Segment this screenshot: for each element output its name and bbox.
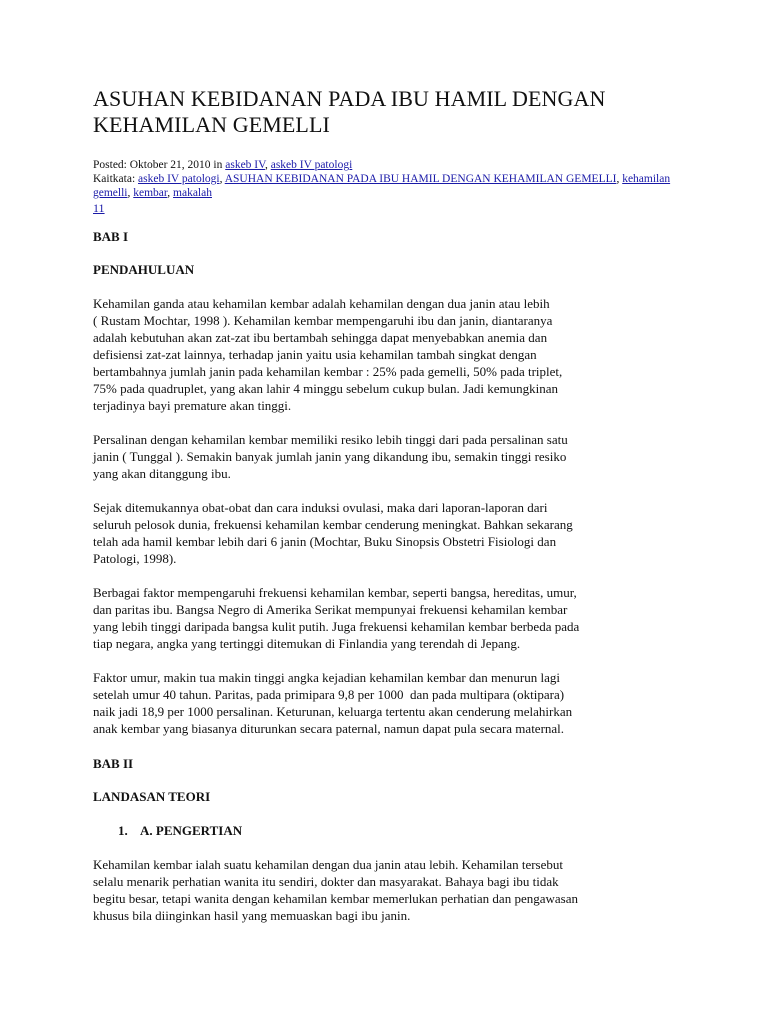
tag-link-askeb-iv-patologi[interactable]: askeb IV patologi [138,173,220,185]
paragraph-4 [93,584,683,652]
paragraph-line: Kehamilan ganda atau kehamilan kembar adalah kehamilan dengan dua janin atau lebih [93,296,550,311]
category-link-askeb-iv[interactable]: askeb IV [225,159,265,171]
paragraph-line: adalah kebutuhan akan zat-zat ibu bertambah sehingga dapat menyebabkan anemia dan [93,330,548,345]
pengertian-heading: A. PENGERTIAN [140,823,243,838]
comments-count-link[interactable]: 11 [93,201,105,215]
pendahuluan-heading: PENDAHULUAN [93,262,195,277]
post-meta [93,158,683,200]
paragraph-line: telah ada hamil kembar lebih dari 6 janin (Mochtar, Buku Sinopsis Obstetri Fisiologi dan [93,534,557,549]
paragraph-line: naik jadi 18,9 per 1000 persalinan. Keturunan, keluarga tertentu akan cenderung melahirkan [93,704,573,719]
title-line-2: KEHAMILAN GEMELLI [93,112,330,137]
paragraph-line: Faktor umur, makin tua makin tinggi angka kejadian kehamilan kembar dan menurun lagi [93,670,560,685]
paragraph-3 [93,499,683,567]
posted-date: Posted: Oktober 21, 2010 in [93,159,226,171]
posted-line: Posted: Oktober 21, 2010 in askeb IV, askeb IV patologi [93,159,353,171]
page-title [93,86,683,138]
paragraph-line: 75% pada quadruplet, yang akan lahir 4 minggu sebelum cukup bulan. Jadi kemungkinan [93,381,558,396]
tag-link-kembar[interactable]: kembar [133,187,168,199]
paragraph-line: khusus bila diinginkan hasil yang memuaskan bagi ibu janin. [93,908,411,923]
paragraph-line: anak kembar yang biasanya diturunkan secara paternal, namun dapat pula secara maternal. [93,721,565,736]
tag-link-kehamilan-gemelli[interactable]: kehamilan gemelli [93,173,671,199]
paragraph-line: yang akan ditanggung ibu. [93,466,231,481]
paragraph-6 [93,856,683,924]
paragraph-line: seluruh pelosok dunia, frekuensi kehamilan kembar cenderung meningkat. Bahkan sekarang [93,517,573,532]
list-item-pengertian [93,823,683,839]
paragraph-line: begitu besar, tetapi wanita dengan kehamilan kembar memerlukan perhatian dan pengawasan [93,891,578,906]
tags-line: Kaitkata: askeb IV patologi, ASUHAN KEBIDANAN PADA IBU HAMIL DENGAN KEHAMILAN GEMELLI, kehamilan gemelli, kembar, makalah [93,173,671,199]
landasan-teori-heading: LANDASAN TEORI [93,789,211,804]
paragraph-line: dan paritas ibu. Bangsa Negro di Amerika Serikat mempunyai frekuensi kehamilan kembar [93,602,568,617]
paragraph-line: Kehamilan kembar ialah suatu kehamilan dengan dua janin atau lebih. Kehamilan tersebut [93,857,563,872]
paragraph-line: bertambahnya jumlah janin pada kehamilan kembar : 25% pada gemelli, 50% pada triplet, [93,364,563,379]
paragraph-1 [93,295,683,414]
paragraph-line: ( Rustam Mochtar, 1998 ). Kehamilan kembar mempengaruhi ibu dan janin, diantaranya [93,313,553,328]
paragraph-line: defisiensi zat-zat lainnya, terhadap janin yaitu usia kehamilan tambah singkat dengan [93,347,537,362]
tag-link-makalah[interactable]: makalah [173,187,212,199]
list-number: 1. [118,823,128,838]
paragraph-line: janin ( Tunggal ). Semakin banyak jumlah janin yang dikandung ibu, semakin tinggi resiko [93,449,567,464]
paragraph-line: Sejak ditemukannya obat-obat dan cara induksi ovulasi, maka dari laporan-laporan dari [93,500,548,515]
title-line-1: ASUHAN KEBIDANAN PADA IBU HAMIL DENGAN [93,86,606,111]
paragraph-line: tiap negara, angka yang tertinggi ditemukan di Finlandia yang terendah di Jepang. [93,636,521,651]
bab-1-heading: BAB I [93,229,129,244]
paragraph-line: Patologi, 1998). [93,551,177,566]
article [93,86,683,924]
tags-label: Kaitkata: [93,173,139,185]
paragraph-line: selalu menarik perhatian wanita itu sendiri, dokter dan masyarakat. Bahaya bagi ibu tidak [93,874,559,889]
tag-link-asuhan-kebidanan[interactable]: ASUHAN KEBIDANAN PADA IBU HAMIL DENGAN KEHAMILAN GEMELLI [224,173,617,185]
paragraph-line: yang lebih tinggi daripada bangsa kulit putih. Juga frekuensi kehamilan kembar berbeda pada [93,619,580,634]
category-link-askeb-iv-patologi[interactable]: askeb IV patologi [270,159,353,171]
paragraph-line: setelah umur 40 tahun. Paritas, pada primipara 9,8 per 1000 dan pada multipara (oktipara) [93,687,565,702]
paragraph-line: terjadinya bayi premature akan tinggi. [93,398,292,413]
paragraph-5 [93,669,683,737]
paragraph-line: Persalinan dengan kehamilan kembar memiliki resiko lebih tinggi dari pada persalinan satu [93,432,568,447]
bab-2-heading: BAB II [93,756,134,771]
paragraph-2 [93,431,683,482]
paragraph-line: Berbagai faktor mempengaruhi frekuensi kehamilan kembar, seperti bangsa, hereditas, umur, [93,585,577,600]
